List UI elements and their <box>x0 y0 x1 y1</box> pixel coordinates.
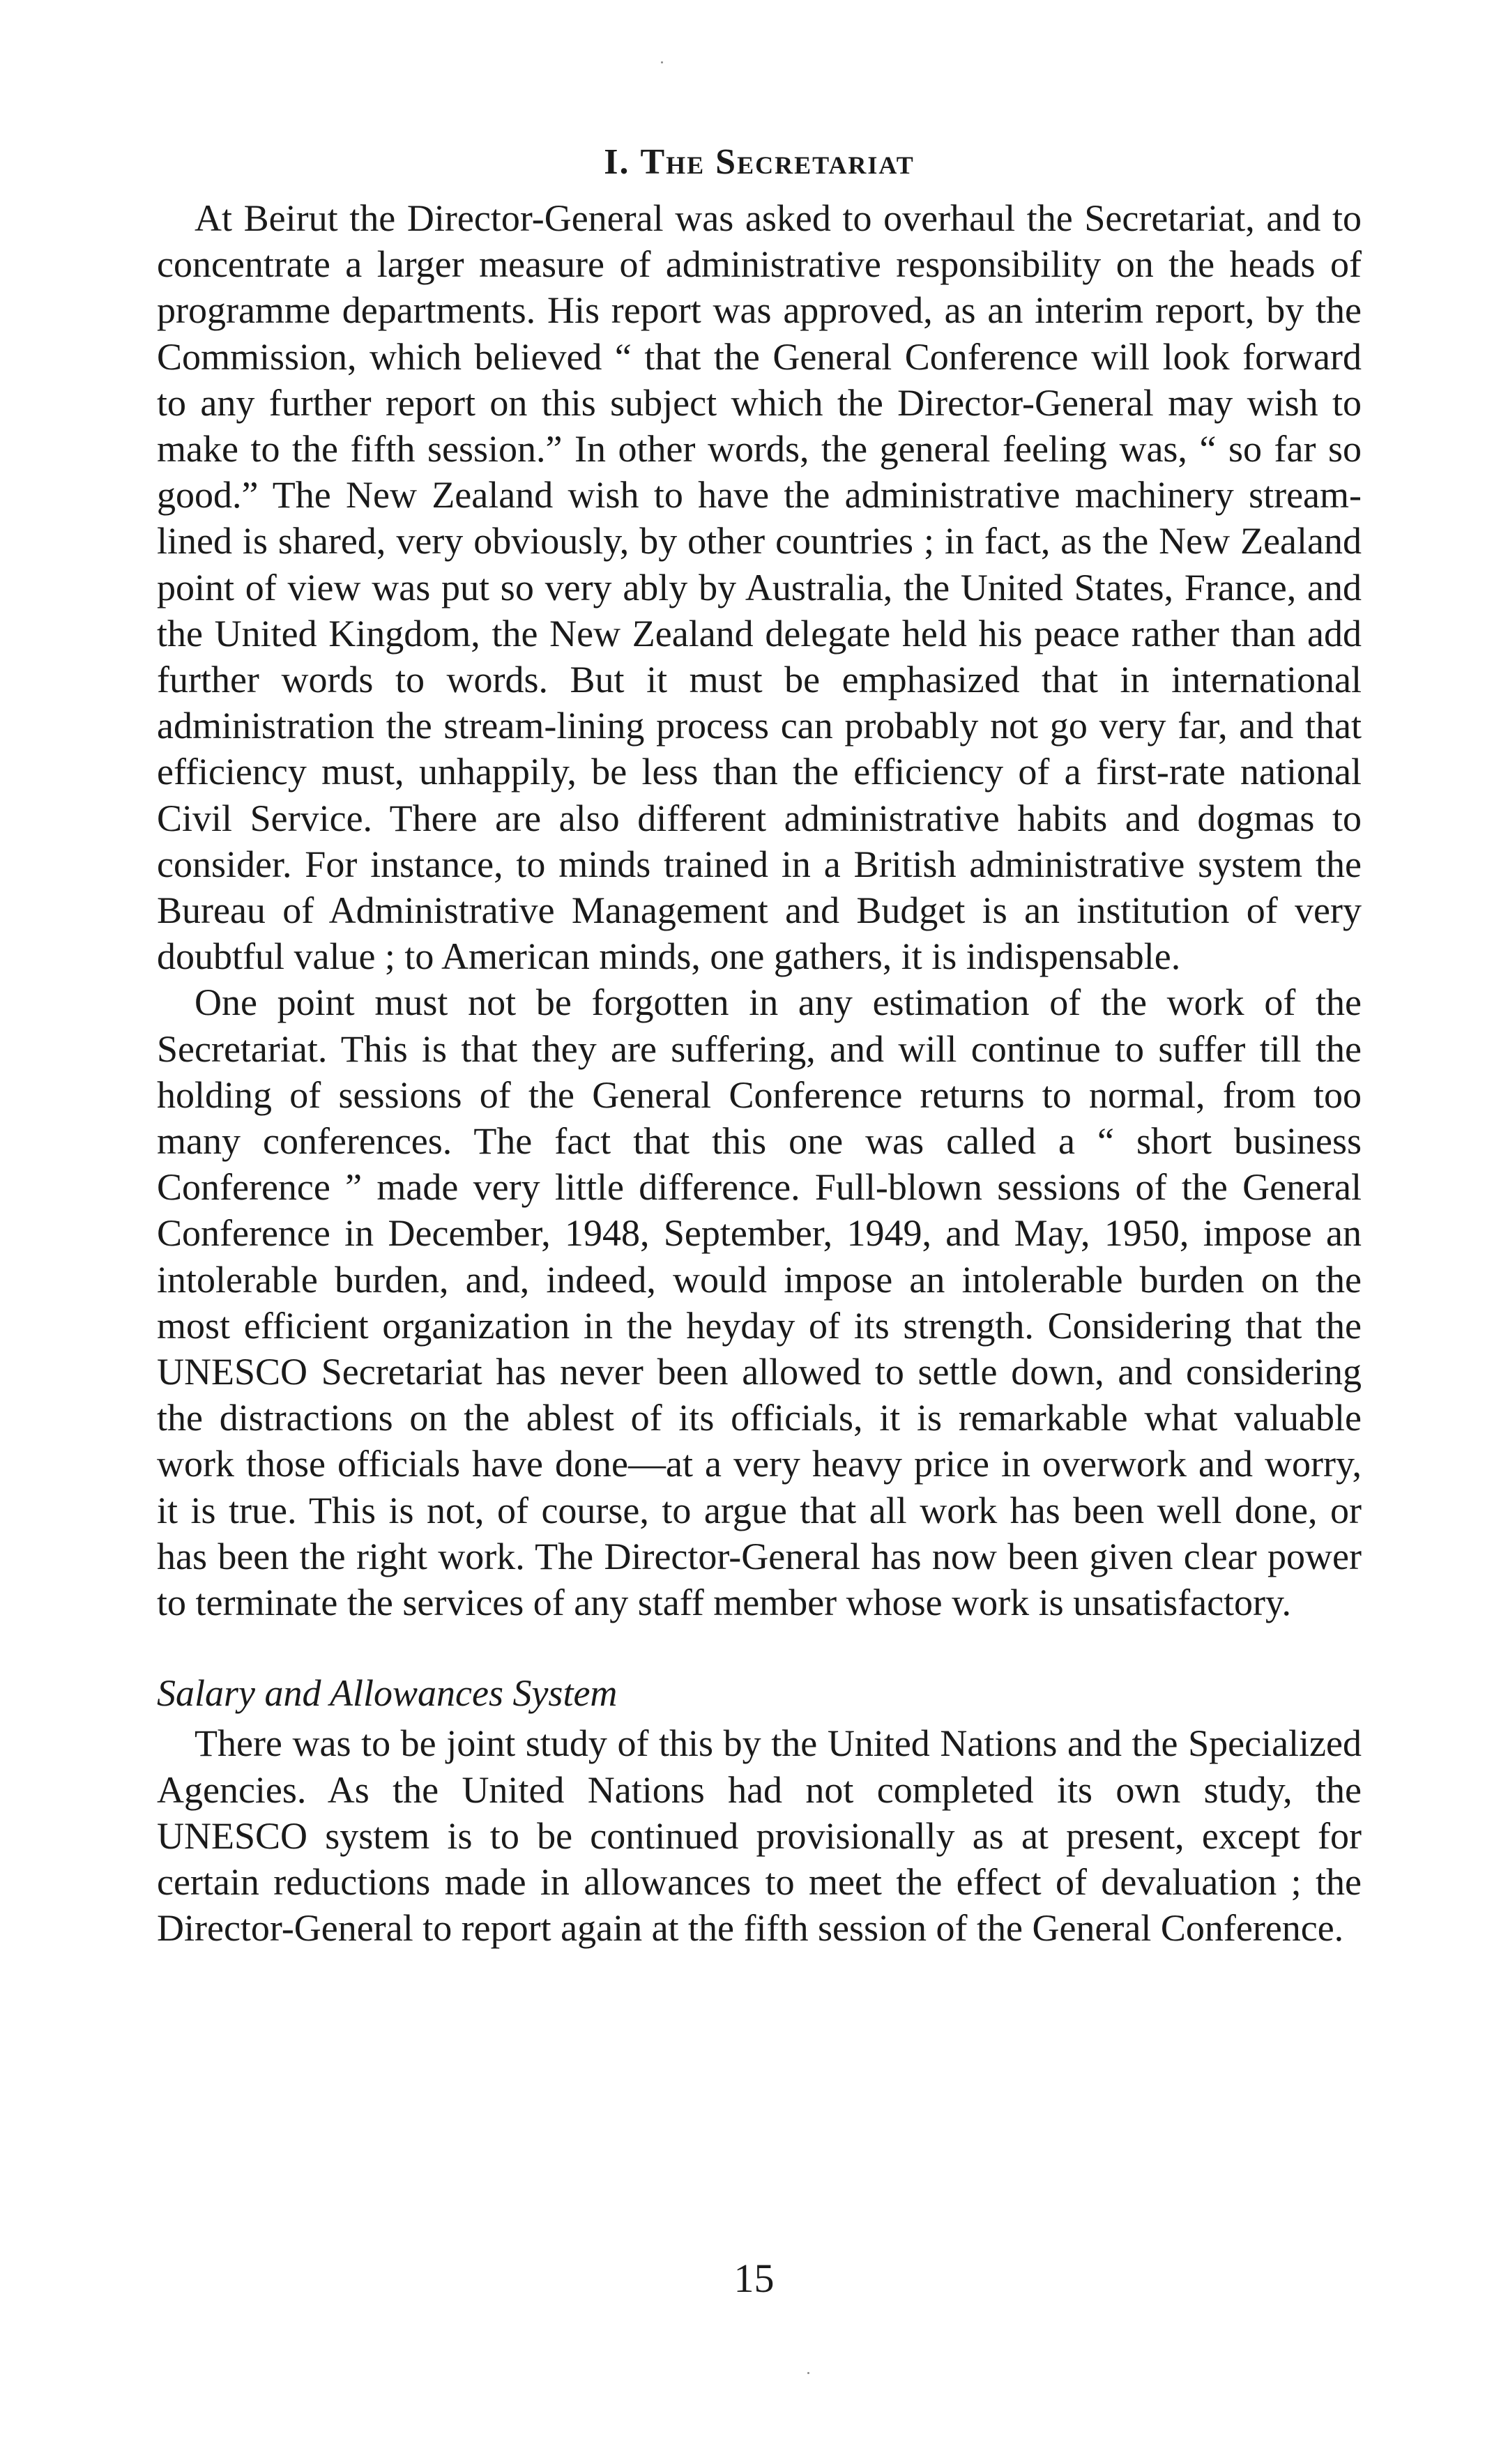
page-body <box>157 139 1362 1951</box>
paragraph-1: At Beirut the Director-General was asked to overhaul the Secretariat, and to concentrate a larger measure of administrative responsibility on the heads of programme departments. His report was approved, as an interim report, by the Commission, which believed “ that the General Conference will look forward to any further report on this subject which the Director-General may wish to make to the fifth session.” In other words, the general feeling was, “ so far so good.” The New Zealand wish to have the administrative machinery stream-lined is shared, very obviously, by other countries ; in fact, as the New Zealand point of view was put so very ably by Australia, the United States, France, and the United Kingdom, the New Zealand delegate held his peace rather than add further words to words. But it must be emphasized that in international administration the stream-lining process can probably not go very far, and that efficiency must, unhappily, be less than the efficiency of a first-rate national Civil Service. There are also different administrative habits and dogmas to consider. For instance, to minds trained in a British administrative system the Bureau of Administrative Management and Budget is an institution of very doubtful value ; to American minds, one gathers, it is indispensable. <box>157 197 1362 978</box>
scan-speck-bottom <box>807 2372 809 2374</box>
paragraph-2: One point must not be forgotten in any estimation of the work of the Secretariat. This is that they are suffering, and will continue to suffer till the holding of sessions of the General Conference returns to normal, from too many conferences. The fact that this one was called a “ short business Conference ” made very little difference. Full-blown sessions of the General Conference in December, 1948, September, 1949, and May, 1950, impose an intolerable burden, and, indeed, would impose an intolerable burden on the most efficient organization in the heyday of its strength. Considering that the UNESCO Secretariat has never been allowed to settle down, and considering the distractions on the ablest of its officials, it is remarkable what valuable work those officials have done—at a very heavy price in overwork and worry, it is true. This is not, of course, to argue that all work has been well done, or has been the right work. The Director-General has now been given clear power to terminate the services of any staff member whose work is unsatisfactory. <box>157 981 1362 1624</box>
paragraph-3: There was to be joint study of this by the United Nations and the Specialized Agencies. As the United Nations had not completed its own study, the UNESCO system is to be continued provisionally as at present, except for certain reductions made in allowances to meet the effect of devaluation ; the Director-General to report again at the fifth session of the General Conference. <box>157 1722 1362 1950</box>
section-heading-title: The Secretariat <box>640 142 915 182</box>
page-number: 15 <box>733 2256 775 2301</box>
section-heading-numeral: I. <box>604 142 630 182</box>
scan-speck-top <box>661 61 663 63</box>
section-heading <box>157 139 1362 185</box>
subsection-heading: Salary and Allowances System <box>157 1672 618 1715</box>
